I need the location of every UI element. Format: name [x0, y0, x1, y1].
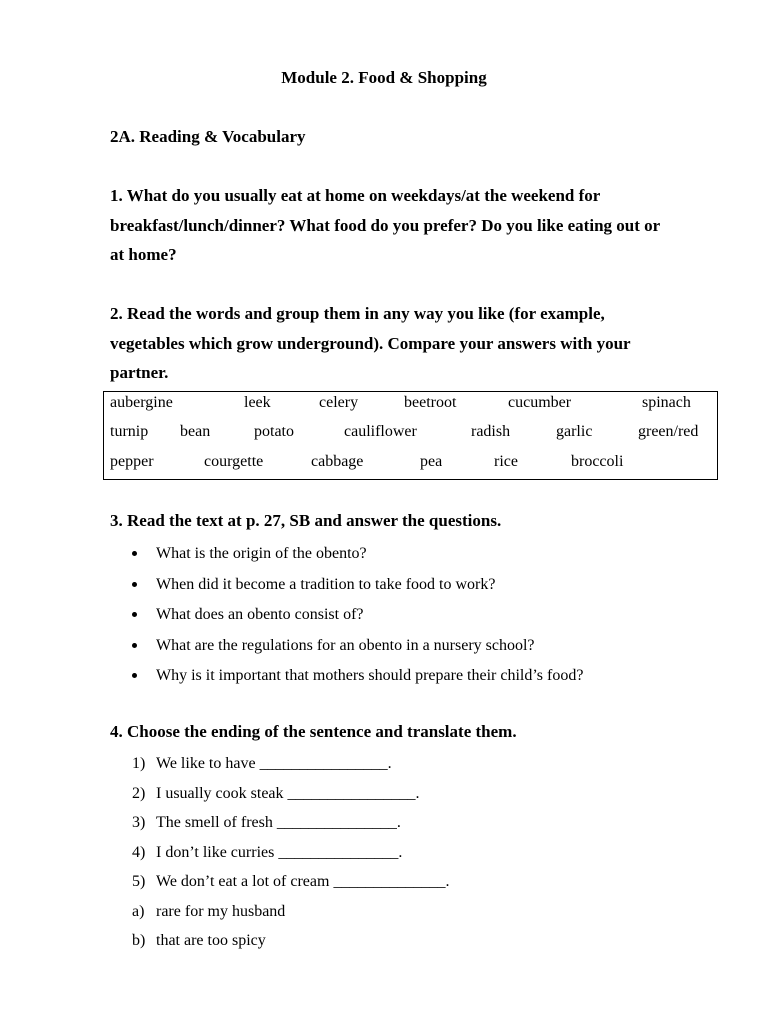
- list-item-text: that are too spicy: [156, 932, 266, 949]
- list-item-text: What does an obento consist of?: [156, 606, 364, 623]
- question-3-heading: 3. Read the text at p. 27, SB and answer the questions.: [110, 511, 502, 530]
- list-item-text: What is the origin of the obento?: [156, 545, 367, 562]
- list-item-text: The smell of fresh _______________.: [156, 814, 401, 831]
- question-1-line: breakfast/lunch/dinner? What food do you prefer? Do you like eating out or: [110, 215, 661, 235]
- bullet-icon: [132, 673, 137, 678]
- list-marker: b): [132, 932, 146, 949]
- question-1: [110, 181, 710, 270]
- section-heading: 2A. Reading & Vocabulary: [110, 127, 306, 146]
- vocabulary-word-box: [103, 391, 718, 480]
- list-item: [130, 661, 583, 692]
- vocab-word: pea: [420, 453, 443, 470]
- list-item-text: We don’t eat a lot of cream ______________.: [156, 873, 450, 890]
- vocab-word: courgette: [204, 453, 264, 470]
- question-2-line: 2. Read the words and group them in any way you like (for example,: [110, 304, 605, 323]
- vocab-word: garlic: [556, 423, 593, 440]
- list-item: [130, 539, 583, 570]
- vocab-word: spinach: [642, 394, 691, 411]
- list-item: [132, 867, 449, 897]
- question-4-list: [132, 749, 449, 956]
- vocab-word: potato: [254, 423, 294, 440]
- list-item-text: Why is it important that mothers should prepare their child’s food?: [156, 667, 584, 684]
- list-item: [132, 838, 449, 868]
- vocab-word: rice: [494, 453, 518, 470]
- vocab-word: broccoli: [571, 453, 624, 470]
- bullet-icon: [132, 551, 137, 556]
- bullet-icon: [132, 582, 137, 587]
- list-marker: 5): [132, 873, 146, 890]
- page-title: Module 2. Food & Shopping: [281, 68, 487, 87]
- vocab-word: cabbage: [311, 453, 364, 470]
- vocab-word: bean: [180, 423, 211, 440]
- list-item: [130, 600, 583, 631]
- vocab-word: radish: [471, 423, 511, 440]
- list-item: [132, 808, 449, 838]
- question-3-list: [130, 539, 583, 692]
- list-item-text: When did it become a tradition to take food to work?: [156, 575, 496, 593]
- list-item: [132, 749, 449, 779]
- list-marker: 1): [132, 755, 146, 772]
- list-marker: 2): [132, 784, 146, 802]
- vocab-word: pepper: [110, 453, 154, 470]
- list-item-text: We like to have ________________.: [156, 755, 392, 772]
- bullet-icon: [132, 643, 137, 648]
- list-item: [132, 926, 449, 956]
- list-item: [130, 631, 583, 662]
- list-item-text: What are the regulations for an obento in a nursery school?: [156, 636, 535, 654]
- vocab-word: celery: [319, 394, 359, 411]
- bullet-icon: [132, 612, 137, 617]
- vocab-word: beetroot: [404, 394, 457, 411]
- vocab-word: green/red: [638, 423, 699, 440]
- list-item: [130, 570, 583, 601]
- question-1-line: at home?: [110, 245, 177, 264]
- list-marker: a): [132, 902, 145, 920]
- vocab-word: leek: [244, 394, 271, 411]
- list-item-text: I usually cook steak ________________.: [156, 784, 420, 802]
- vocab-word: turnip: [110, 423, 149, 440]
- list-item-text: I don’t like curries _______________.: [156, 843, 403, 861]
- vocab-word: cucumber: [508, 394, 572, 411]
- question-2-line: partner.: [110, 363, 169, 382]
- list-marker: 3): [132, 814, 146, 831]
- list-marker: 4): [132, 843, 146, 861]
- question-1-line: 1. What do you usually eat at home on weekdays/at the weekend for: [110, 186, 601, 205]
- list-item-text: rare for my husband: [156, 902, 286, 920]
- question-4-heading: 4. Choose the ending of the sentence and translate them.: [110, 722, 517, 741]
- vocab-word: cauliflower: [344, 423, 417, 440]
- vocab-word: aubergine: [110, 394, 173, 411]
- question-2: [110, 299, 710, 388]
- list-item: [132, 897, 449, 927]
- question-2-line: vegetables which grow underground). Compare your answers with your: [110, 333, 631, 353]
- list-item: [132, 779, 449, 809]
